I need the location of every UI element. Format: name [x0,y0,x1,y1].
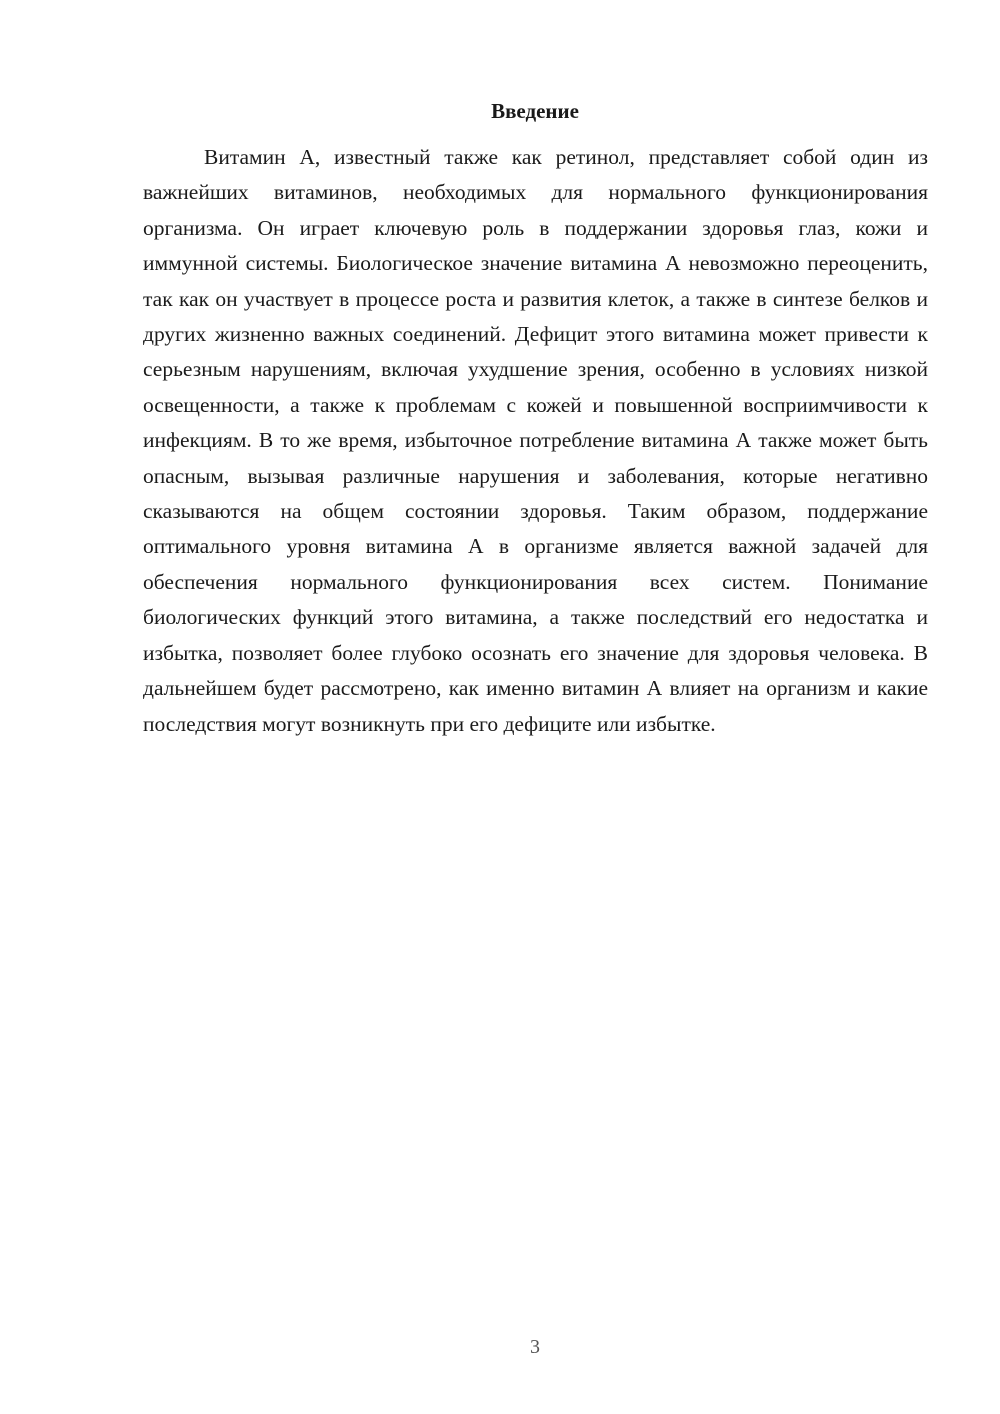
page-number: 3 [530,1336,540,1358]
section-heading: Введение [491,99,579,123]
body-paragraph: Витамин А, известный также как ретинол, представляет собой один из важнейших витаминов, необходимых для нормального функционирования организма. Он играет ключевую роль в поддержании здоровья глаз, кожи и иммунной системы. Биологическое значение витамина А невозможно переоценить, так как он участвует в процессе роста и развития клеток, а также в синтезе белков и других жизненно важных соединений. Дефицит этого витамина может привести к серьезным нарушениям, включая ухудшение зрения, особенно в условиях низкой освещенности, а также к проблемам с кожей и повышенной восприимчивости к инфекциям. В то же время, избыточное потребление витамина А также может быть опасным, вызывая различные нарушения и заболевания, которые негативно сказываются на общем состоянии здоровья. Таким образом, поддержание оптимального уровня витамина А в организме является важной задачей для обеспечения нормального функционирования всех систем. Понимание биологических функций этого витамина, а также последствий его недостатка и избытка, позволяет более глубоко осознать его значение для здоровья человека. В дальнейшем будет рассмотрено, как именно витамин А влияет на организм и какие последствия могут возникнуть при его дефиците или избытке. [143,145,928,736]
